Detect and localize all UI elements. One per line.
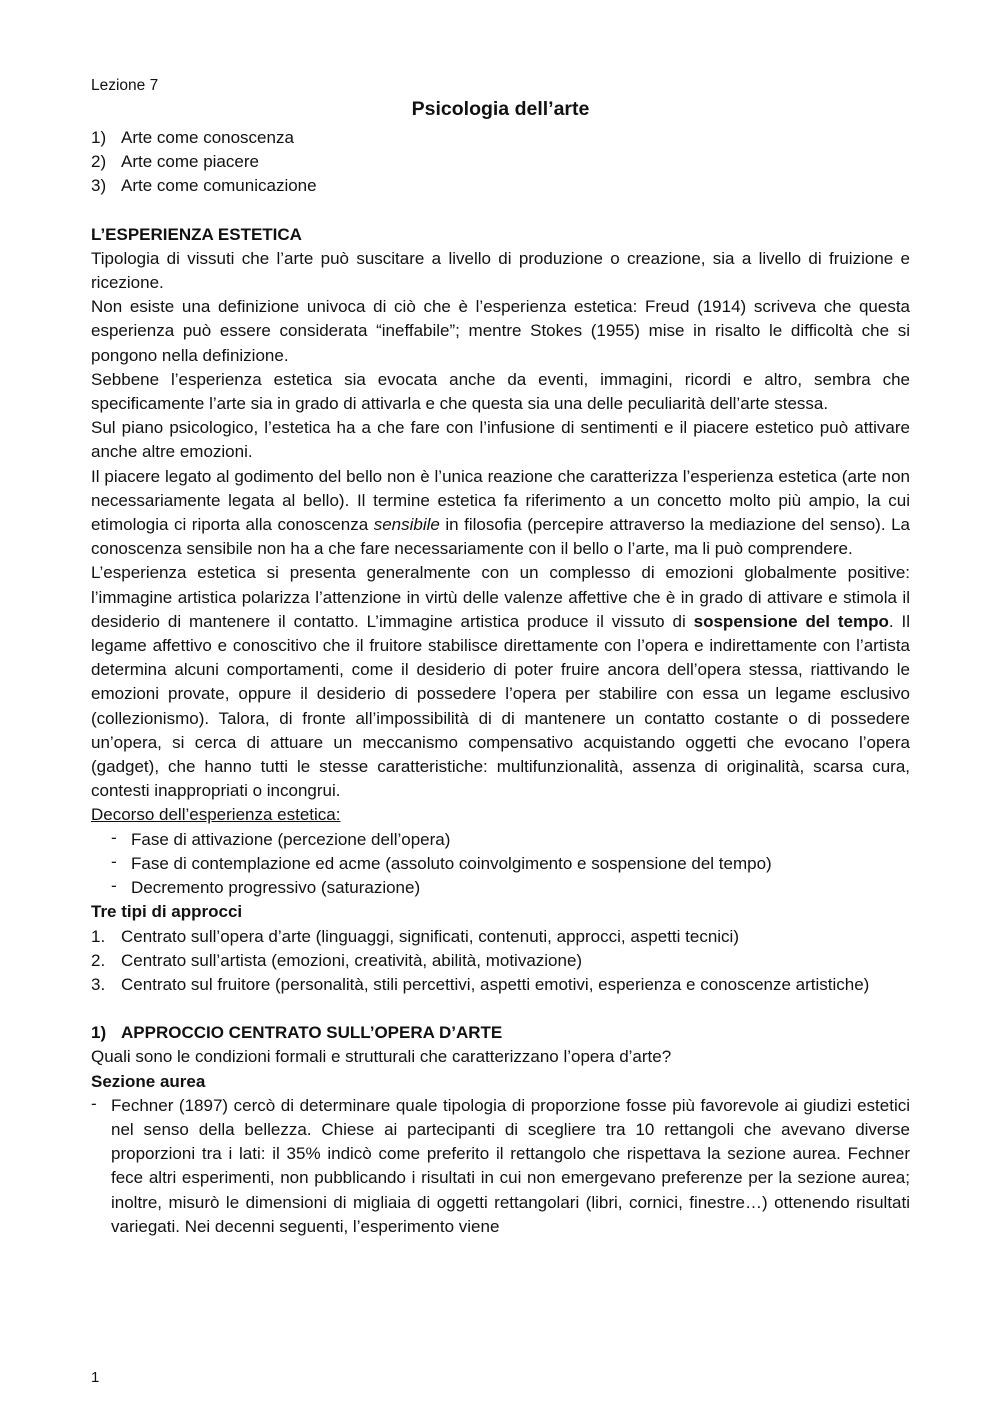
paragraph: L’esperienza estetica si presenta generalmente con un complesso di emozioni globalmente positive: l’immagine artistica polarizza l’attenzione in virtù delle valenze affettive che è in grado di attivare e stimola il desiderio di mantenere il contatto. L’immagine artistica produce il vissuto di sospensione del tempo. Il legame affettivo e conoscitivo che il fruitore stabilisce direttamente con l’opera e indirettamente con l’artista determina alcuni comportamenti, come il desiderio di poter fruire ancora dell’opera stessa, riattivando le emozioni provate, oppure il desiderio di possedere l’opera per stabilire con essa un legame esclusivo (collezionismo). Talora, di fronte all’impossibilità di di mantenere un contatto costante o di possedere un’opera, si cerca di attuare un meccanismo compensativo acquistando oggetti che evocano l’opera (gadget), che hanno tutti le stesse caratteristiche: multifunzionalità, assenza di originalità, scarsa cura, contesti inappropriati o incongrui. [91,563,910,801]
approcci-list [91,925,910,998]
list-item: 2. Centrato sull’artista (emozioni, creatività, abilità, motivazione) [91,950,583,970]
paragraph: Quali sono le condizioni formali e strutturali che caratterizzano l’opera d’arte? [91,1047,672,1067]
page-number: 1 [91,1369,100,1386]
sub-heading: Sezione aurea [91,1071,206,1091]
decorso-list [91,828,910,901]
document-body [91,126,910,1239]
list-item: - Fechner (1897) cercò di determinare quale tipologia di proporzione fosse più favorevole ai giudizi estetici nel senso della bellezza. Chiese ai partecipanti di scegliere tra 10 rettangoli che avevano diverse proporzioni tra i lati: il 35% indicò come preferito il rettangolo che rispettava la sezione aurea. Fechner fece altri esperimenti, non pubblicando i risultati in cui non emergevano preferenze per la sezione aurea; inoltre, misurò le dimensioni di migliaia di oggetti rettangolari (libri, cornici, finestre…) ottenendo risultati variegati. Nei decenni seguenti, l’esperimento viene [91,1093,910,1236]
bold-text: sospensione del tempo [693,611,889,631]
emphasis-text: sensibile [373,515,440,535]
bullet-list [91,1094,910,1239]
section-heading: 1) APPROCCIO CENTRATO SULL’OPERA D’ARTE [91,1023,503,1043]
list-item: 3) Arte come comunicazione [91,176,317,196]
list-item: - Decremento progressivo (saturazione) [111,876,421,898]
list-item: 3. Centrato sul fruitore (personalità, stili percettivi, aspetti emotivi, esperienza e conoscenze artistiche) [91,974,870,994]
lesson-label: Lezione 7 [91,77,159,94]
list-item: - Fase di attivazione (percezione dell’opera) [111,827,451,849]
paragraph: Non esiste una definizione univoca di ciò che è l’esperienza estetica: Freud (1914) scriveva che questa esperienza può essere considerata “ineffabile”; mentre Stokes (1955) mise in risalto le difficoltà che si pongono nella definizione. [91,297,910,365]
section-heading: L’ESPERIENZA ESTETICA [91,224,302,244]
paragraph: Il piacere legato al godimento del bello non è l’unica reazione che caratterizza l’esperienza estetica (arte non necessariamente legata al bello). Il termine estetica fa riferimento a un concetto molto più ampio, la cui etimologia ci riporta alla conoscenza sensibile in filosofia (percepire attraverso la mediazione del senso). La conoscenza sensibile non ha a che fare necessariamente con il bello o l’arte, ma li può comprendere. [91,466,910,559]
list-item: 1. Centrato sull’opera d’arte (linguaggi, significati, contenuti, approcci, aspetti tecnici) [91,926,739,946]
decorso-label: Decorso dell’esperienza estetica: [91,805,341,825]
approcci-heading: Tre tipi di approcci [91,902,243,922]
list-item: - Fase di contemplazione ed acme (assoluto coinvolgimento e sospensione del tempo) [111,851,772,873]
list-item: 1) Arte come conoscenza [91,128,294,147]
list-item: 2) Arte come piacere [91,152,259,172]
document-title: Psicologia dell’arte [411,98,590,120]
intro-list [91,126,910,199]
paragraph: Sebbene l’esperienza estetica sia evocata anche da eventi, immagini, ricordi e altro, sembra che specificamente l’arte sia in grado di attivarla e che questa sia una delle peculiarità dell’arte stessa. [91,369,910,414]
paragraph: Sul piano psicologico, l’estetica ha a che fare con l’infusione di sentimenti e il piacere estetico può attivare anche altre emozioni. [91,418,910,462]
paragraph: Tipologia di vissuti che l’arte può suscitare a livello di produzione o creazione, sia a livello di fruizione e ricezione. [91,248,910,293]
